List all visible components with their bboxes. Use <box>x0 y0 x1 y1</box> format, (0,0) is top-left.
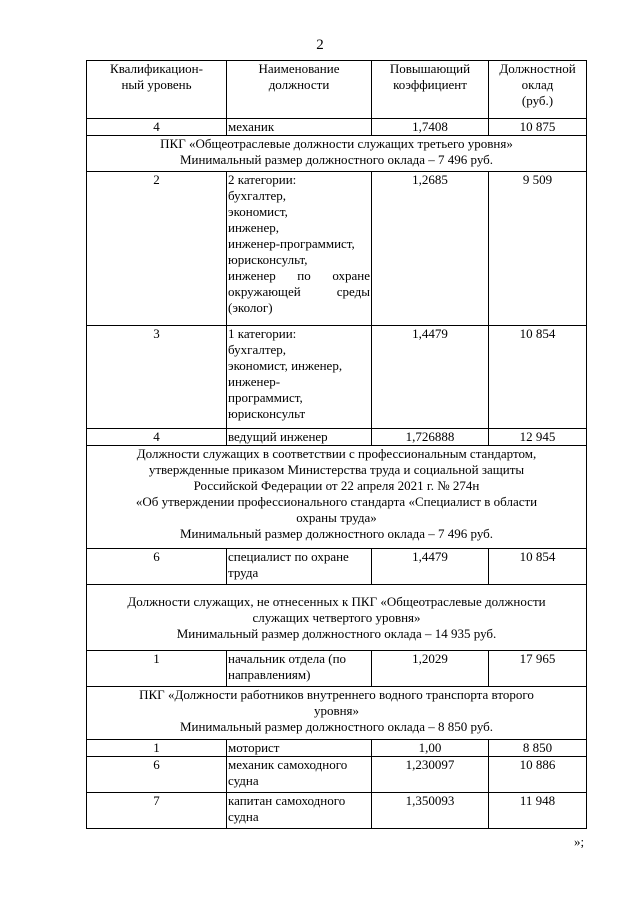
cell-coefficient: 1,4479 <box>372 549 489 585</box>
cell-coefficient: 1,726888 <box>372 429 489 446</box>
page-number: 2 <box>316 37 324 53</box>
cell-level: 6 <box>87 549 227 585</box>
table-row <box>87 119 587 136</box>
cell-salary: 10 854 <box>489 326 587 429</box>
cell-position: моторист <box>227 740 372 757</box>
cell-level: 7 <box>87 793 227 829</box>
section-row <box>87 446 587 549</box>
cell-level: 6 <box>87 757 227 793</box>
header-qualification-level: Квалификацион- ный уровень <box>87 61 227 119</box>
table-row <box>87 429 587 446</box>
cell-coefficient: 1,4479 <box>372 326 489 429</box>
section-row <box>87 136 587 172</box>
cell-salary: 12 945 <box>489 429 587 446</box>
section-title: Должности служащих, не отнесенных к ПКГ «Общеотраслевые должности служащих четвертого уровня» Минимальный размер должностного оклада – 14 935 руб. <box>87 585 587 651</box>
cell-coefficient: 1,2029 <box>372 651 489 687</box>
header-position-name: Наименование должности <box>227 61 372 119</box>
cell-coefficient: 1,230097 <box>372 757 489 793</box>
cell-salary: 17 965 <box>489 651 587 687</box>
cell-salary: 9 509 <box>489 172 587 326</box>
cell-salary: 10 886 <box>489 757 587 793</box>
cell-position: ведущий инженер <box>227 429 372 446</box>
cell-coefficient: 1,7408 <box>372 119 489 136</box>
cell-salary: 11 948 <box>489 793 587 829</box>
table-row <box>87 172 587 326</box>
salary-table <box>86 60 587 829</box>
table-header-row <box>87 61 587 119</box>
cell-position: механик самоходного судна <box>227 757 372 793</box>
cell-level: 1 <box>87 651 227 687</box>
cell-coefficient: 1,350093 <box>372 793 489 829</box>
table-row <box>87 740 587 757</box>
cell-position: механик <box>227 119 372 136</box>
cell-coefficient: 1,2685 <box>372 172 489 326</box>
cell-level: 4 <box>87 119 227 136</box>
table-row <box>87 326 587 429</box>
cell-salary: 8 850 <box>489 740 587 757</box>
cell-position: 1 категории: бухгалтер, экономист, инженер, инженер- программист, юрисконсульт <box>227 326 372 429</box>
table-row <box>87 651 587 687</box>
section-title: Должности служащих в соответствии с профессиональным стандартом, утвержденные приказом Министерства труда и социальной защиты Российской Федерации от 22 апреля 2021 г. № 274н «Об утверждении профессионального стандарта «Специалист в области охраны труда» Минимальный размер должностного оклада – 7 496 руб. <box>87 446 587 549</box>
cell-salary: 10 854 <box>489 549 587 585</box>
table-row <box>87 793 587 829</box>
section-row <box>87 585 587 651</box>
section-title: ПКГ «Общеотраслевые должности служащих третьего уровня» Минимальный размер должностного оклада – 7 496 руб. <box>87 136 587 172</box>
cell-level: 4 <box>87 429 227 446</box>
cell-level: 2 <box>87 172 227 326</box>
cell-level: 1 <box>87 740 227 757</box>
cell-position: 2 категории: бухгалтер, экономист, инженер, инженер-программист, юрисконсульт, инженер по охране окружающей среды (эколог) <box>227 172 372 326</box>
table-row <box>87 757 587 793</box>
header-salary: Должностной оклад (руб.) <box>489 61 587 119</box>
cell-level: 3 <box>87 326 227 429</box>
cell-position: начальник отдела (по направлениям) <box>227 651 372 687</box>
cell-salary: 10 875 <box>489 119 587 136</box>
closing-quote-mark: »; <box>574 834 585 849</box>
section-row <box>87 687 587 740</box>
header-coefficient: Повышающий коэффициент <box>372 61 489 119</box>
cell-position: специалист по охране труда <box>227 549 372 585</box>
section-title: ПКГ «Должности работников внутреннего водного транспорта второго уровня» Минимальный размер должностного оклада – 8 850 руб. <box>87 687 587 740</box>
table-row <box>87 549 587 585</box>
cell-coefficient: 1,00 <box>372 740 489 757</box>
cell-position: капитан самоходного судна <box>227 793 372 829</box>
